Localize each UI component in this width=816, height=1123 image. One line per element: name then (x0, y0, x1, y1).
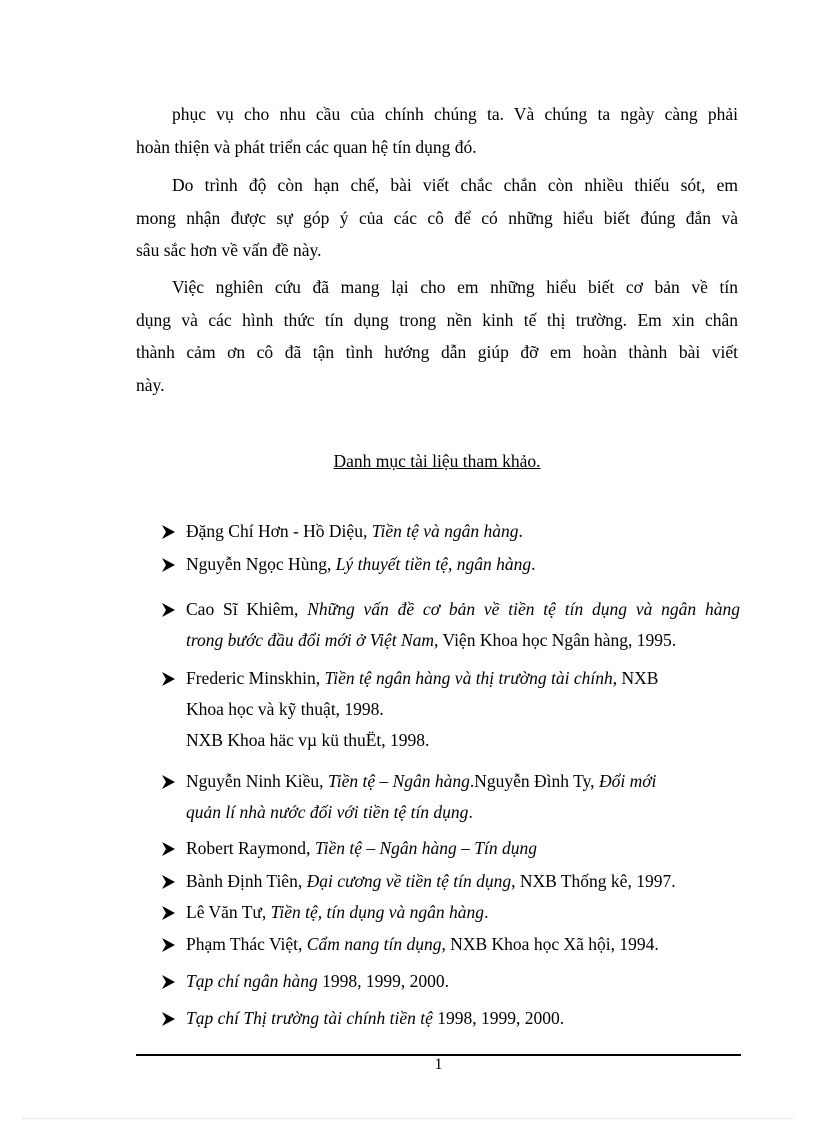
reference-rest: . (531, 554, 536, 574)
reference-title-cont: trong bước đầu đổi mới ở Việt Nam (186, 630, 435, 650)
arrowhead-bullet-icon (160, 671, 176, 687)
page-bottom-border (22, 1118, 794, 1119)
reference-rest: 1998, 1999, 2000. (432, 1008, 565, 1028)
reference-title: Tiền tệ và ngân hàng (371, 521, 519, 541)
reference-rest: . (468, 802, 473, 822)
reference-author: Frederic Minskhin, (186, 668, 325, 688)
reference-author: Nguyễn Ninh Kiều, (186, 771, 328, 791)
paragraph-line: sâu sắc hơn về vấn đề này. (136, 240, 322, 260)
arrowhead-bullet-icon (160, 905, 176, 921)
reference-line (186, 625, 740, 656)
reference-rest: . (484, 902, 489, 922)
arrowhead-bullet-icon (160, 1011, 176, 1027)
reference-title: Đại cương về tiền tệ tín dụng (306, 871, 512, 891)
reference-title-cont: quản lí nhà nước đối với tiền tệ tín dụng (186, 802, 469, 822)
reference-title: Tạp chí ngân hàng (186, 971, 318, 991)
reference-rest: 1998, 1999, 2000. (317, 971, 449, 991)
reference-line: Khoa học và kỹ thuật, 1998. (186, 699, 384, 719)
paragraph-line: dụng và các hình thức tín dụng trong nền kinh tế thị trường. Em xin chân (136, 309, 738, 330)
paragraph-line: này. (136, 374, 165, 395)
paragraph-1 (136, 98, 738, 163)
paragraph-3 (136, 271, 738, 401)
reference-author: Robert Raymond, (186, 838, 315, 858)
arrowhead-bullet-icon (160, 874, 176, 890)
reference-author: Đặng Chí Hơn - Hồ Diệu, (186, 521, 372, 541)
reference-rest: , Viện Khoa học Ngân hàng, 1995. (434, 630, 677, 650)
paragraph-line: thành cảm ơn cô đã tận tình hướng dẫn giúp đỡ em hoàn thành bài viết (136, 342, 738, 362)
reference-author: Nguyễn Ngọc Hùng, (186, 554, 336, 574)
reference-author: Phạm Thác Việt, (186, 934, 307, 954)
reference-title: Tiền tệ ngân hàng và thị trường tài chính (324, 668, 613, 688)
reference-rest: , NXB (612, 668, 659, 688)
reference-title: Lý thuyết tiền tệ, ngân hàng (335, 554, 532, 574)
arrowhead-bullet-icon (160, 937, 176, 953)
reference-line (186, 766, 740, 797)
reference-author: Lê Văn Tư, (186, 902, 271, 922)
reference-author: Bành Định Tiên, (186, 871, 307, 891)
arrowhead-bullet-icon (160, 557, 176, 573)
reference-title: Tiền tệ – Ngân hàng (327, 771, 470, 791)
arrowhead-bullet-icon (160, 774, 176, 790)
reference-title: Cẩm nang tín dụng, (306, 934, 446, 954)
reference-rest: . (518, 521, 523, 541)
reference-line (186, 594, 740, 625)
arrowhead-bullet-icon (160, 602, 176, 618)
paragraph-line: mong nhận được sự góp ý của các cô để có những hiểu biết đúng đắn và (136, 207, 738, 228)
arrowhead-bullet-icon (160, 524, 176, 540)
reference-rest: , NXB Thống kê, 1997. (511, 871, 676, 891)
reference-rest: NXB Khoa học Xã hội, 1994. (445, 934, 659, 954)
reference-author: Cao Sĩ Khiêm, (186, 599, 308, 619)
page-number: 1 (434, 1056, 443, 1073)
reference-title: Những vấn đề cơ bản về tiền tệ tín dụng và ngân hàng (307, 599, 740, 619)
references-heading: Danh mục tài liệu tham khảo. (333, 451, 541, 471)
reference-title-b: Đổi mới (598, 771, 657, 791)
reference-line (186, 663, 740, 694)
reference-title: Tiền tệ – Ngân hàng – Tín dụng (314, 838, 537, 858)
paragraph-line: Do trình độ còn hạn chế, bài viết chắc chắn còn nhiều thiếu sót, em (172, 175, 738, 195)
arrowhead-bullet-icon (160, 974, 176, 990)
paragraph-line: Việc nghiên cứu đã mang lại cho em những hiểu biết cơ bản về tín (172, 277, 738, 297)
paragraph-line: phục vụ cho nhu cầu của chính chúng ta. Và chúng ta ngày càng phải (172, 104, 738, 124)
reference-title: Tạp chí Thị trường tài chính tiền tệ (186, 1008, 433, 1028)
paragraph-2 (136, 169, 738, 267)
arrowhead-bullet-icon (160, 841, 176, 857)
reference-line (186, 797, 740, 828)
reference-title: Tiền tệ, tín dụng và ngân hàng (270, 902, 485, 922)
reference-line: NXB Khoa häc vµ kü thuËt, 1998. (186, 730, 430, 750)
reference-rest: .Nguyễn Đình Ty, (469, 771, 599, 791)
paragraph-line: hoàn thiện và phát triển các quan hệ tín dụng đó. (136, 136, 477, 157)
